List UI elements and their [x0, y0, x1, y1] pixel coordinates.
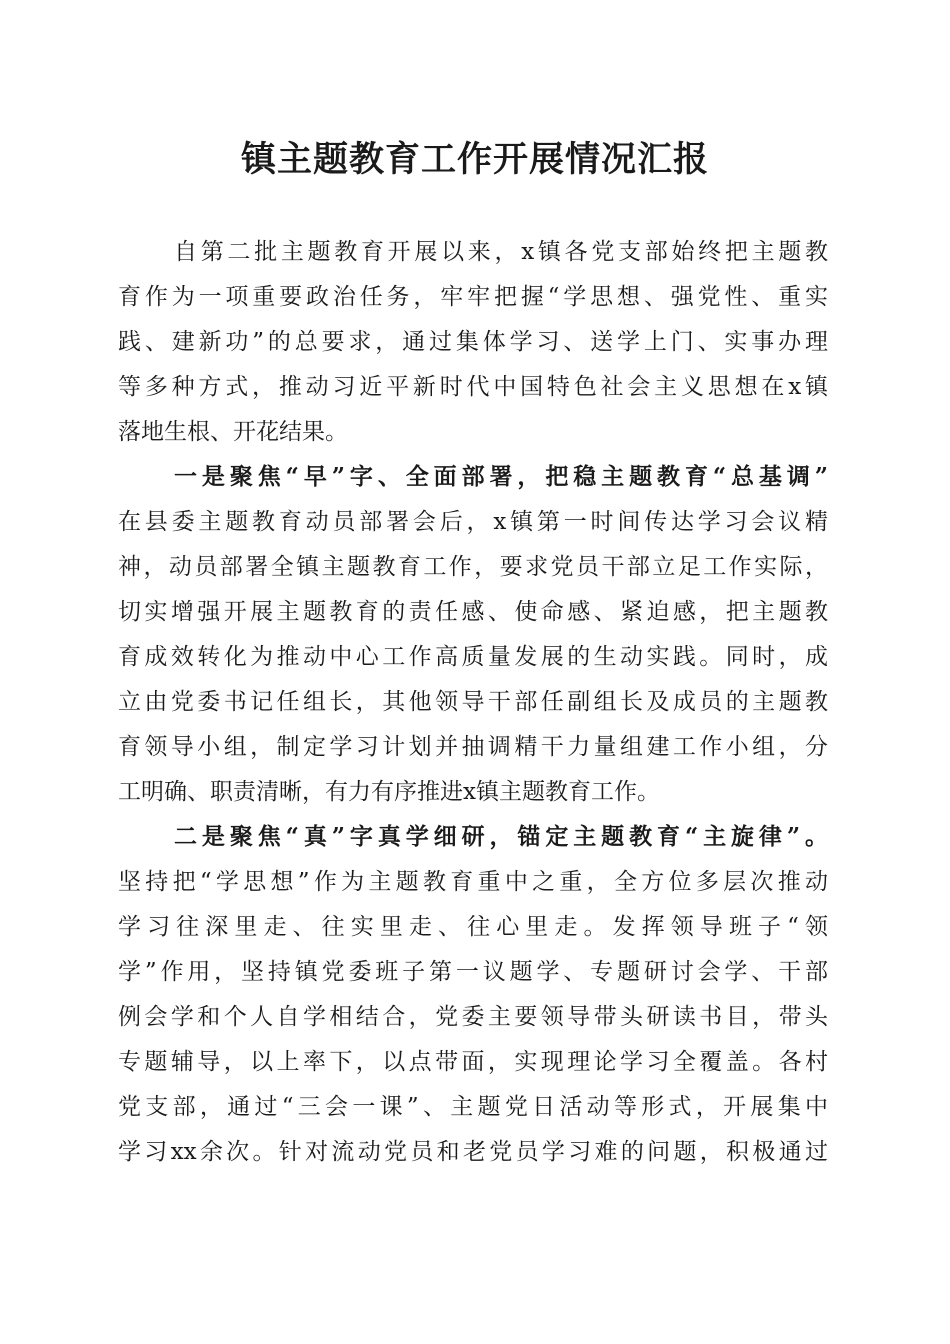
body-line: 育作为一项重要政治任务，牢牢把握“学思想、强党性、重实 — [118, 284, 828, 310]
body-line: 例会学和个人自学相结合，党委主要领导带头研读书目，带头 — [118, 1004, 828, 1030]
body-line: 神，动员部署全镇主题教育工作，要求党员干部立足工作实际， — [118, 554, 828, 580]
body-line: 立由党委书记任组长，其他领导干部任副组长及成员的主题教 — [118, 689, 828, 715]
body-line: 在县委主题教育动员部署会后，x镇第一时间传达学习会议精 — [118, 509, 828, 535]
body-line: 践、建新功”的总要求，通过集体学习、送学上门、实事办理 — [118, 329, 828, 355]
body-line: 自第二批主题教育开展以来，x镇各党支部始终把主题教 — [174, 239, 828, 265]
body-line: 等多种方式，推动习近平新时代中国特色社会主义思想在x镇 — [118, 374, 828, 400]
body-line: 切实增强开展主题教育的责任感、使命感、紧迫感，把主题教 — [118, 599, 828, 625]
body-line: 坚持把“学思想”作为主题教育重中之重，全方位多层次推动 — [118, 869, 828, 895]
body-line: 学习xx余次。针对流动党员和老党员学习难的问题，积极通过 — [118, 1139, 828, 1165]
body-line: 学习往深里走、往实里走、往心里走。发挥领导班子“领 — [118, 914, 828, 940]
body-line: 落地生根、开花结果。 — [118, 419, 348, 445]
document-title: 镇主题教育工作开展情况汇报 — [240, 139, 709, 180]
body-line: 党支部，通过“三会一课”、主题党日活动等形式，开展集中 — [118, 1094, 828, 1120]
body-line: 育成效转化为推动中心工作高质量发展的生动实践。同时，成 — [118, 644, 828, 670]
body-line: 专题辅导，以上率下，以点带面，实现理论学习全覆盖。各村 — [118, 1049, 828, 1075]
section-heading-line: 一是聚焦“早”字、全面部署，把稳主题教育“总基调” — [174, 463, 828, 490]
body-line: 学”作用，坚持镇党委班子第一议题学、专题研讨会学、干部 — [118, 959, 828, 985]
body-line: 工明确、职责清晰，有力有序推进x镇主题教育工作。 — [118, 779, 660, 805]
section-heading-line: 二是聚焦“真”字真学细研，锚定主题教育“主旋律”。 — [174, 823, 828, 850]
body-line: 育领导小组，制定学习计划并抽调精干力量组建工作小组，分 — [118, 734, 828, 760]
